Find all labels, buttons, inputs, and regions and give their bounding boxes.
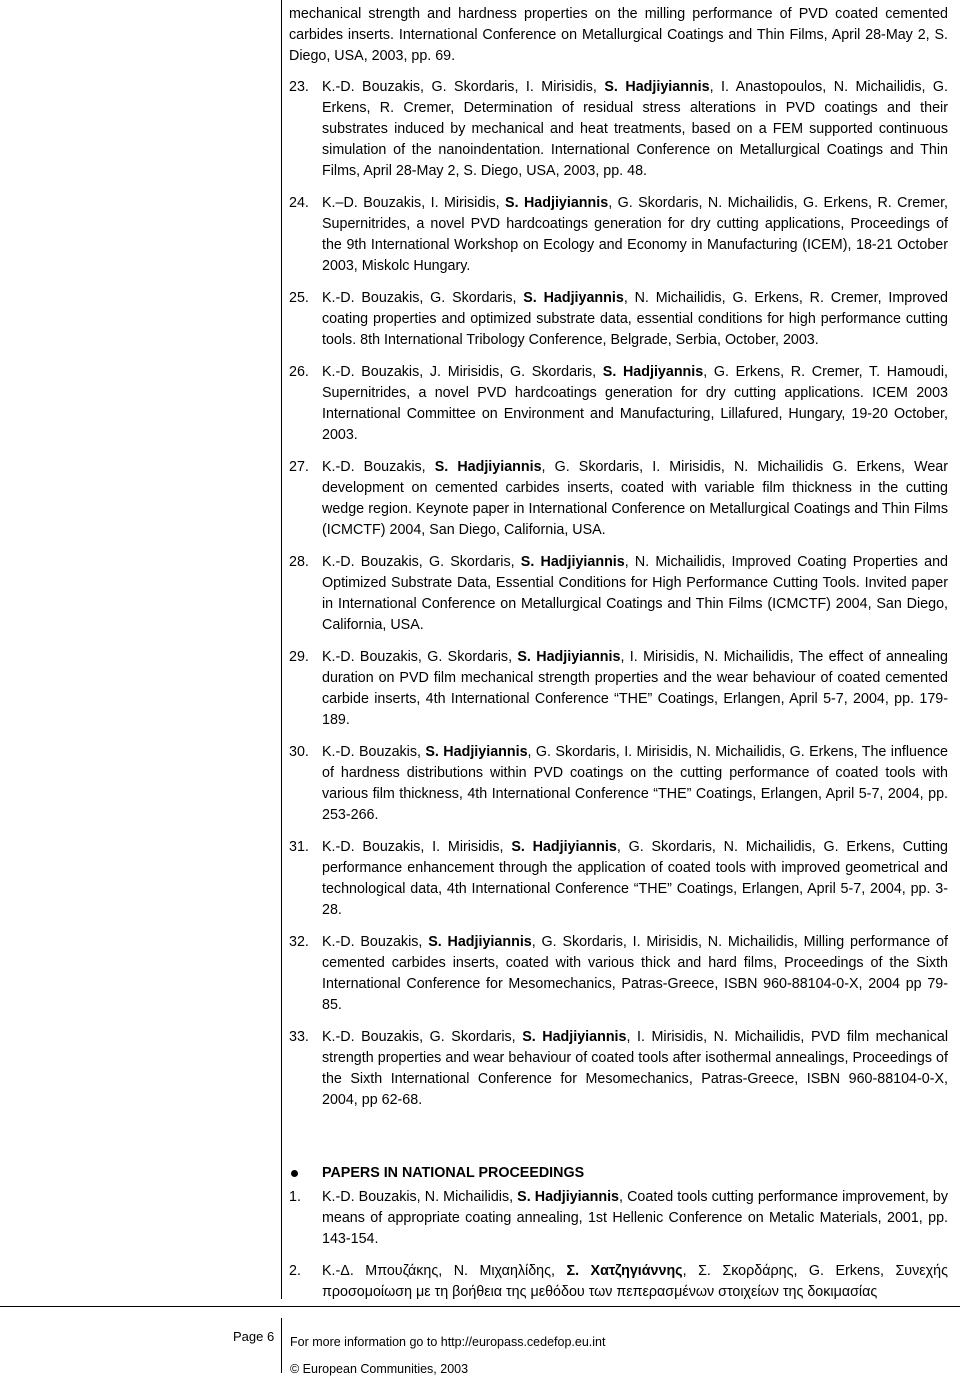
footer-divider: [0, 1306, 960, 1307]
reference-highlight-author: S. Hadjiyiannis: [511, 839, 617, 855]
reference-authors: K.-D. Bouzakis, G. Skordaris,: [322, 649, 518, 665]
reference-highlight-author: Σ. Χατζηγιάννης: [566, 1263, 683, 1279]
reference-item: [289, 552, 948, 636]
section-title: PAPERS IN NATIONAL PROCEEDINGS: [322, 1165, 585, 1181]
reference-number: 27.: [289, 459, 309, 475]
reference-text: [322, 193, 948, 277]
reference-number: 24.: [289, 195, 309, 211]
footer-info: [290, 1329, 605, 1383]
reference-details: , G. Skordaris, N. Michailidis, G. Erkens, R. Cremer, Supernitrides, a novel PVD hardcoatings generation for dry cutting applications, Proceedings of the 9th International Workshop on Ecology and Economy in Manufacturing (ICEM), 18-21 October 2003, Miskolc Hungary.: [322, 195, 949, 274]
reference-highlight-author: S. Hadjiyiannis: [517, 649, 621, 665]
reference-highlight-author: S. Hadjiyiannis: [505, 195, 609, 211]
reference-item: [289, 647, 948, 731]
footer-copyright: © European Communities, 2003: [290, 1362, 469, 1376]
reference-list: [289, 77, 948, 1111]
reference-number: 1.: [289, 1189, 301, 1205]
reference-text: [322, 457, 948, 541]
section-heading: [289, 1163, 948, 1184]
document-body: [289, 4, 948, 1314]
reference-authors: K.-D. Bouzakis,: [322, 934, 429, 950]
reference-number: 23.: [289, 79, 309, 95]
reference-item: [289, 457, 948, 541]
reference-item: [289, 1261, 948, 1303]
reference-authors: K.-Δ. Μπουζάκης, Ν. Μιχαηλίδης,: [322, 1263, 567, 1279]
reference-highlight-author: S. Hadjiyiannis: [434, 459, 542, 475]
reference-text: [322, 77, 948, 182]
reference-details: , I. Mirisidis, N. Michailidis, The effect of annealing duration on PVD film mechanical strength properties and the wear behaviour of coated cemented carbide inserts, 4th International Conference “THE” Coatings, Erlangen, April 5-7, 2004, pp. 179-189.: [322, 649, 948, 728]
reference-authors: K.–D. Bouzakis, I. Mirisidis,: [322, 195, 506, 211]
reference-authors: K.-D. Bouzakis, N. Michailidis,: [322, 1189, 518, 1205]
reference-text: [322, 647, 948, 731]
reference-authors: K.-D. Bouzakis,: [322, 744, 426, 760]
reference-details: , G. Skordaris, N. Michailidis, G. Erkens, Cutting performance enhancement through the application of coated tools with improved geometrical and technological data, 4th International Conference “THE” Coatings, Erlangen, April 5-7, 2004, pp. 3-28.: [322, 839, 948, 918]
reference-text: [322, 837, 948, 921]
reference-details: , N. Michailidis, Improved Coating Properties and Optimized Substrate Data, Essential Conditions for High Performance Cutting Tools. Invited paper in International Conference on Metallurgical Coatings and Thin Films (ICMCTF) 2004, San Diego, California, USA.: [322, 554, 949, 633]
reference-item: [289, 77, 948, 182]
footer-column-rule: [281, 1318, 282, 1373]
reference-highlight-author: S. Hadjiyannis: [602, 364, 704, 380]
reference-number: 25.: [289, 290, 309, 306]
reference-details: , Coated tools cutting performance improvement, by means of appropriate coating annealing, 1st Hellenic Conference on Metalic Materials, 2001, pp. 143-154.: [322, 1189, 948, 1247]
reference-item: [289, 742, 948, 826]
reference-details: , N. Michailidis, G. Erkens, R. Cremer, Improved coating properties and optimized substrate data, essential conditions for high performance cutting tools. 8th International Tribology Conference, Belgrade, Serbia, October, 2003.: [322, 290, 948, 348]
reference-highlight-author: S. Hadjiyiannis: [428, 934, 532, 950]
reference-number: 28.: [289, 554, 309, 570]
reference-number: 30.: [289, 744, 309, 760]
page-number: Page 6: [233, 1329, 275, 1344]
reference-item: [289, 193, 948, 277]
reference-details: , G. Skordaris, I. Mirisidis, N. Michailidis, G. Erkens, The influence of hardness distributions within PVD coatings on the cutting performance of coated tools with various film thickness, 4th International Conference “THE” Coatings, Erlangen, April 5-7, 2004, pp. 253-266.: [322, 744, 949, 823]
reference-text: [322, 742, 948, 826]
reference-authors: K.-D. Bouzakis, G. Skordaris, I. Mirisidis,: [322, 79, 605, 95]
reference-number: 32.: [289, 934, 309, 950]
reference-highlight-author: S. Hadjiyiannis: [425, 744, 528, 760]
reference-details: , Σ. Σκορδάρης, G. Erkens, Συνεχής προσομοίωση με τη βοήθεια της μεθόδου των πεπερασμένων στοιχείων της δοκιμασίας: [322, 1263, 948, 1300]
left-column-rule: [281, 0, 282, 1299]
reference-text: [322, 362, 948, 446]
reference-highlight-author: S. Hadjiyannis: [523, 290, 624, 306]
reference-number: 31.: [289, 839, 309, 855]
reference-number: 2.: [289, 1263, 301, 1279]
reference-authors: K.-D. Bouzakis, G. Skordaris,: [322, 554, 521, 570]
footer-info-link[interactable]: For more information go to http://europass.cedefop.eu.int: [290, 1335, 606, 1349]
reference-authors: K.-D. Bouzakis, I. Mirisidis,: [322, 839, 512, 855]
reference-item: [289, 1187, 948, 1250]
reference-details: , I. Anastopoulos, N. Michailidis, G. Erkens, R. Cremer, Determination of residual stress alterations in PVD coatings and their substrates induced by mechanical and heat treatments, based on a FEM supported continuous simulation of the nanoindentation. International Conference on Metallurgical Coatings and Thin Films, April 28-May 2, S. Diego, USA, 2003, pp. 48.: [322, 79, 949, 179]
reference-item: [289, 1027, 948, 1111]
intro-paragraph: mechanical strength and hardness properties on the milling performance of PVD coated cemented carbides inserts. International Conference on Metallurgical Coatings and Thin Films, April 28-May 2, S. Diego, USA, 2003, pp. 69.: [289, 6, 948, 64]
bullet-icon: [289, 1163, 322, 1184]
reference-number: 26.: [289, 364, 309, 380]
national-reference-list: [289, 1187, 948, 1303]
reference-text: [322, 1187, 948, 1250]
reference-details: , G. Erkens, R. Cremer, T. Hamoudi, Supernitrides, a novel PVD hardcoatings generation for dry cutting applications. ICEM 2003 International Committee on Environment and Manufacturing, Lillafured, Hungary, 19-20 October, 2003.: [322, 364, 948, 443]
reference-item: [289, 837, 948, 921]
reference-authors: K.-D. Bouzakis, G. Skordaris,: [322, 1029, 523, 1045]
reference-authors: K.-D. Bouzakis,: [322, 459, 435, 475]
reference-item: [289, 932, 948, 1016]
reference-highlight-author: S. Hadjiyiannis: [604, 79, 710, 95]
reference-text: [322, 552, 948, 636]
reference-authors: K.-D. Bouzakis, J. Mirisidis, G. Skordaris,: [322, 364, 603, 380]
reference-details: , G. Skordaris, I. Mirisidis, N. Michailidis G. Erkens, Wear development on cemented carbides inserts, coated with variable film thickness in the cutting wedge region. Keynote paper in International Conference on Metallurgical Coatings and Thin Films (ICMCTF) 2004, San Diego, California, USA.: [322, 459, 948, 538]
reference-details: , G. Skordaris, I. Mirisidis, N. Michailidis, Milling performance of cemented carbides inserts, coated with various thick and hard films, Proceedings of the Sixth International Conference for Mesomechanics, Patras-Greece, ISBN 960-88104-0-X, 2004 pp 79-85.: [322, 934, 949, 1013]
reference-text: [322, 1261, 948, 1303]
reference-highlight-author: S. Hadjiyiannis: [520, 554, 625, 570]
reference-text: [322, 1027, 948, 1111]
reference-details: , I. Mirisidis, N. Michailidis, PVD film mechanical strength properties and wear behaviour of coated tools after isothermal annealings, Proceedings of the Sixth International Conference for Mesomechanics, Patras-Greece, ISBN 960-88104-0-X, 2004, pp 62-68.: [322, 1029, 948, 1108]
reference-text: [322, 288, 948, 351]
reference-number: 33.: [289, 1029, 309, 1045]
reference-text: [322, 932, 948, 1016]
reference-number: 29.: [289, 649, 309, 665]
reference-highlight-author: S. Hadjiyiannis: [517, 1189, 620, 1205]
reference-authors: K.-D. Bouzakis, G. Skordaris,: [322, 290, 524, 306]
reference-item: [289, 362, 948, 446]
reference-highlight-author: S. Hadjiyiannis: [522, 1029, 627, 1045]
reference-item: [289, 288, 948, 351]
